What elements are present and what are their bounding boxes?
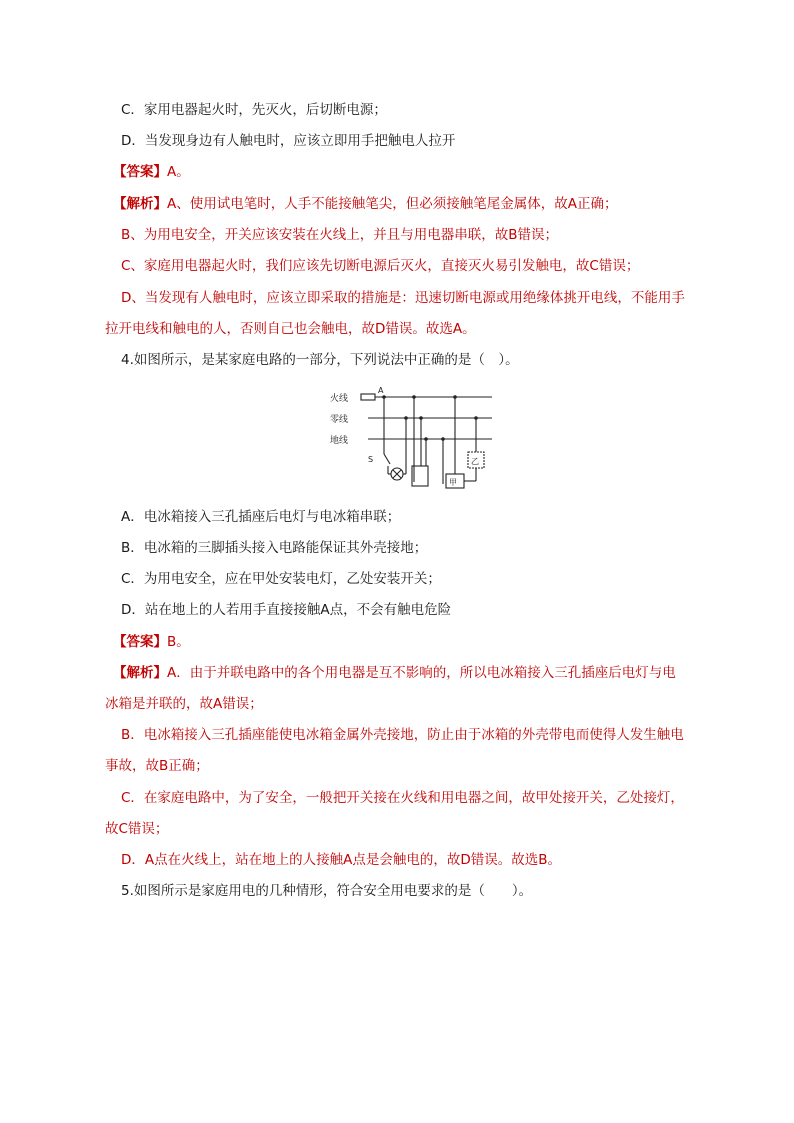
q4-analysis-1 — [113, 663, 676, 683]
q4-option-b: B．电冰箱的三脚插头接入电路能保证其外壳接地； — [121, 540, 428, 556]
q4-analysis-4: 事故，故B正确； — [105, 758, 209, 774]
switch-blade — [384, 454, 390, 464]
label-point-a: A — [378, 386, 384, 395]
q4-stem: 4.如图所示，是某家庭电路的一部分，下列说法中正确的是（ ）。 — [121, 352, 519, 368]
q4-option-c: C．为用电安全，应在甲处安装电灯，乙处安装开关； — [121, 571, 441, 587]
q4-analysis-5: C．在家庭电路中，为了安全，一般把开关接在火线和用电器之间，故甲处接开关，乙处接灯， — [121, 790, 684, 806]
analysis-text: A、使用试电笔时，人手不能接触笔尖，但必须接触笔尾金属体，故A正确； — [167, 196, 618, 212]
q4-analysis-3: B．电冰箱接入三孔插座能使电冰箱金属外壳接地，防止由于冰箱的外壳带电而使得人发生触电 — [121, 727, 684, 743]
q3-analysis-1 — [113, 194, 617, 214]
q4-analysis-2: 冰箱是并联的，故A错误； — [105, 696, 263, 712]
answer-value: B。 — [167, 634, 190, 650]
answer-tag: 【答案】 — [113, 164, 167, 180]
label-switch-s: S — [368, 455, 374, 464]
q4-option-d: D．站在地上的人若用手直接接触A点，不会有触电危险 — [121, 602, 452, 618]
label-ground: 地线 — [330, 436, 349, 446]
q3-analysis-2: B、为用电安全，开关应该安装在火线上，并且与用电器串联，故B错误； — [121, 227, 559, 243]
q4-analysis-6: 故C错误； — [105, 821, 169, 837]
q3-option-d: D．当发现身边有人触电时，应该立即用手把触电人拉开 — [121, 133, 456, 149]
analysis-text: A．由于并联电路中的各个用电器是互不影响的，所以电冰箱接入三孔插座后电灯与电 — [167, 665, 676, 681]
fuse-icon — [361, 394, 375, 400]
q4-analysis-7: D．A点在火线上，站在地上的人接触A点是会触电的，故D错误。故选B。 — [121, 852, 562, 868]
circuit-svg — [328, 382, 496, 494]
q3-option-c: C．家用电器起火时，先灭火，后切断电源； — [121, 102, 387, 118]
q3-analysis-3: C、家庭用电器起火时，我们应该先切断电源后灭火，直接灭火易引发触电，故C错误； — [121, 258, 640, 274]
q3-analysis-4: D、当发现有人触电时，应该立即采取的措施是：迅速切断电源或用绝缘体挑开电线，不能用手 — [121, 290, 685, 306]
label-yi: 乙 — [471, 457, 479, 466]
q3-answer — [113, 162, 190, 182]
analysis-tag: 【解析】 — [113, 196, 167, 212]
answer-tag: 【答案】 — [113, 634, 167, 650]
label-jia: 甲 — [449, 478, 457, 487]
q5-stem: 5.如图所示是家庭用电的几种情形，符合安全用电要求的是（ ）。 — [121, 883, 533, 899]
label-live: 火线 — [330, 394, 349, 404]
q3-analysis-5: 拉开电线和触电的人，否则自己也会触电，故D错误。故选A。 — [105, 321, 476, 337]
analysis-tag: 【解析】 — [113, 665, 167, 681]
q4-answer — [113, 632, 190, 652]
circuit-diagram — [328, 382, 496, 494]
q4-option-a: A．电冰箱接入三孔插座后电灯与电冰箱串联； — [121, 509, 401, 525]
answer-value: A。 — [167, 164, 190, 180]
label-neutral: 零线 — [330, 415, 349, 425]
